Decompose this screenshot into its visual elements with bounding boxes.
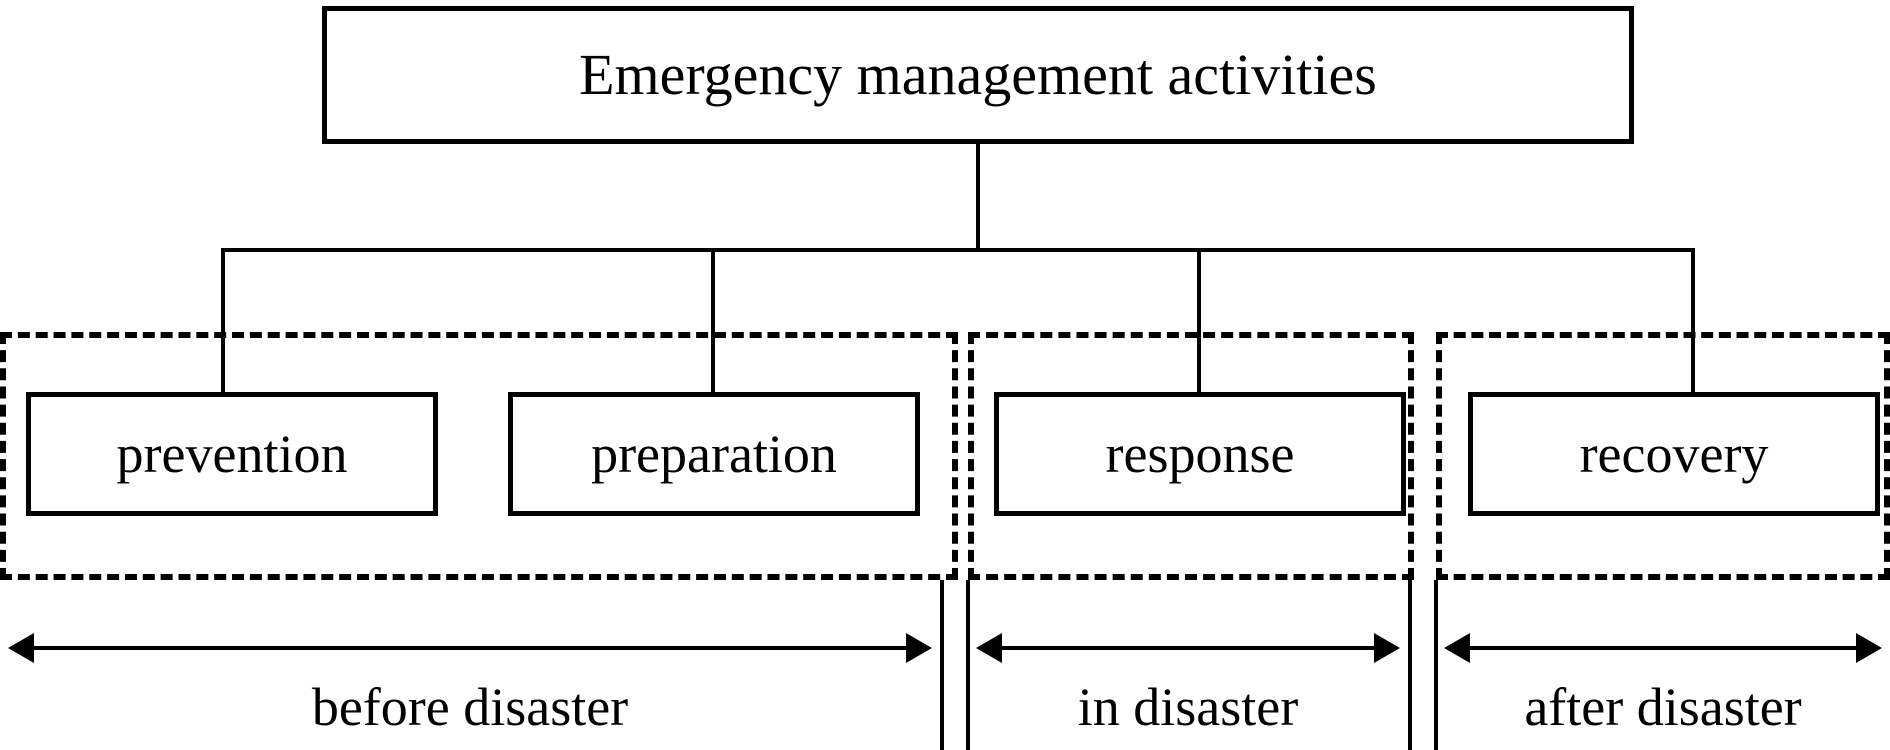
span-arrow-before-disaster xyxy=(8,630,932,666)
node-recovery xyxy=(1468,392,1880,516)
node-response-label: response xyxy=(1105,423,1295,484)
phase-separator-right-inner xyxy=(1408,580,1412,750)
node-preparation-label: preparation xyxy=(591,423,837,484)
phase-separator-left-outer xyxy=(940,580,944,750)
arrow-shaft xyxy=(26,646,914,650)
phase-separator-right-outer xyxy=(1434,580,1438,750)
arrow-shaft xyxy=(994,646,1382,650)
root-node-label: Emergency management activities xyxy=(579,41,1377,107)
node-recovery-label: recovery xyxy=(1579,423,1769,484)
span-arrow-in-disaster xyxy=(976,630,1400,666)
node-response xyxy=(994,392,1406,516)
connector-bus xyxy=(221,248,1693,252)
phase-label-after-disaster: after disaster xyxy=(1524,677,1802,737)
phase-separator-left-inner xyxy=(966,580,970,750)
node-prevention-label: prevention xyxy=(116,423,348,484)
arrow-shaft xyxy=(1462,646,1864,650)
phase-label-before-disaster: before disaster xyxy=(311,677,629,737)
root-node xyxy=(322,6,1634,144)
arrow-head-right-icon xyxy=(1374,633,1400,663)
node-preparation xyxy=(508,392,920,516)
span-arrow-after-disaster xyxy=(1444,630,1882,666)
arrow-head-right-icon xyxy=(906,633,932,663)
arrow-head-right-icon xyxy=(1856,633,1882,663)
node-prevention xyxy=(26,392,438,516)
phase-label-in-disaster: in disaster xyxy=(1077,677,1299,737)
connector-trunk xyxy=(976,144,980,250)
